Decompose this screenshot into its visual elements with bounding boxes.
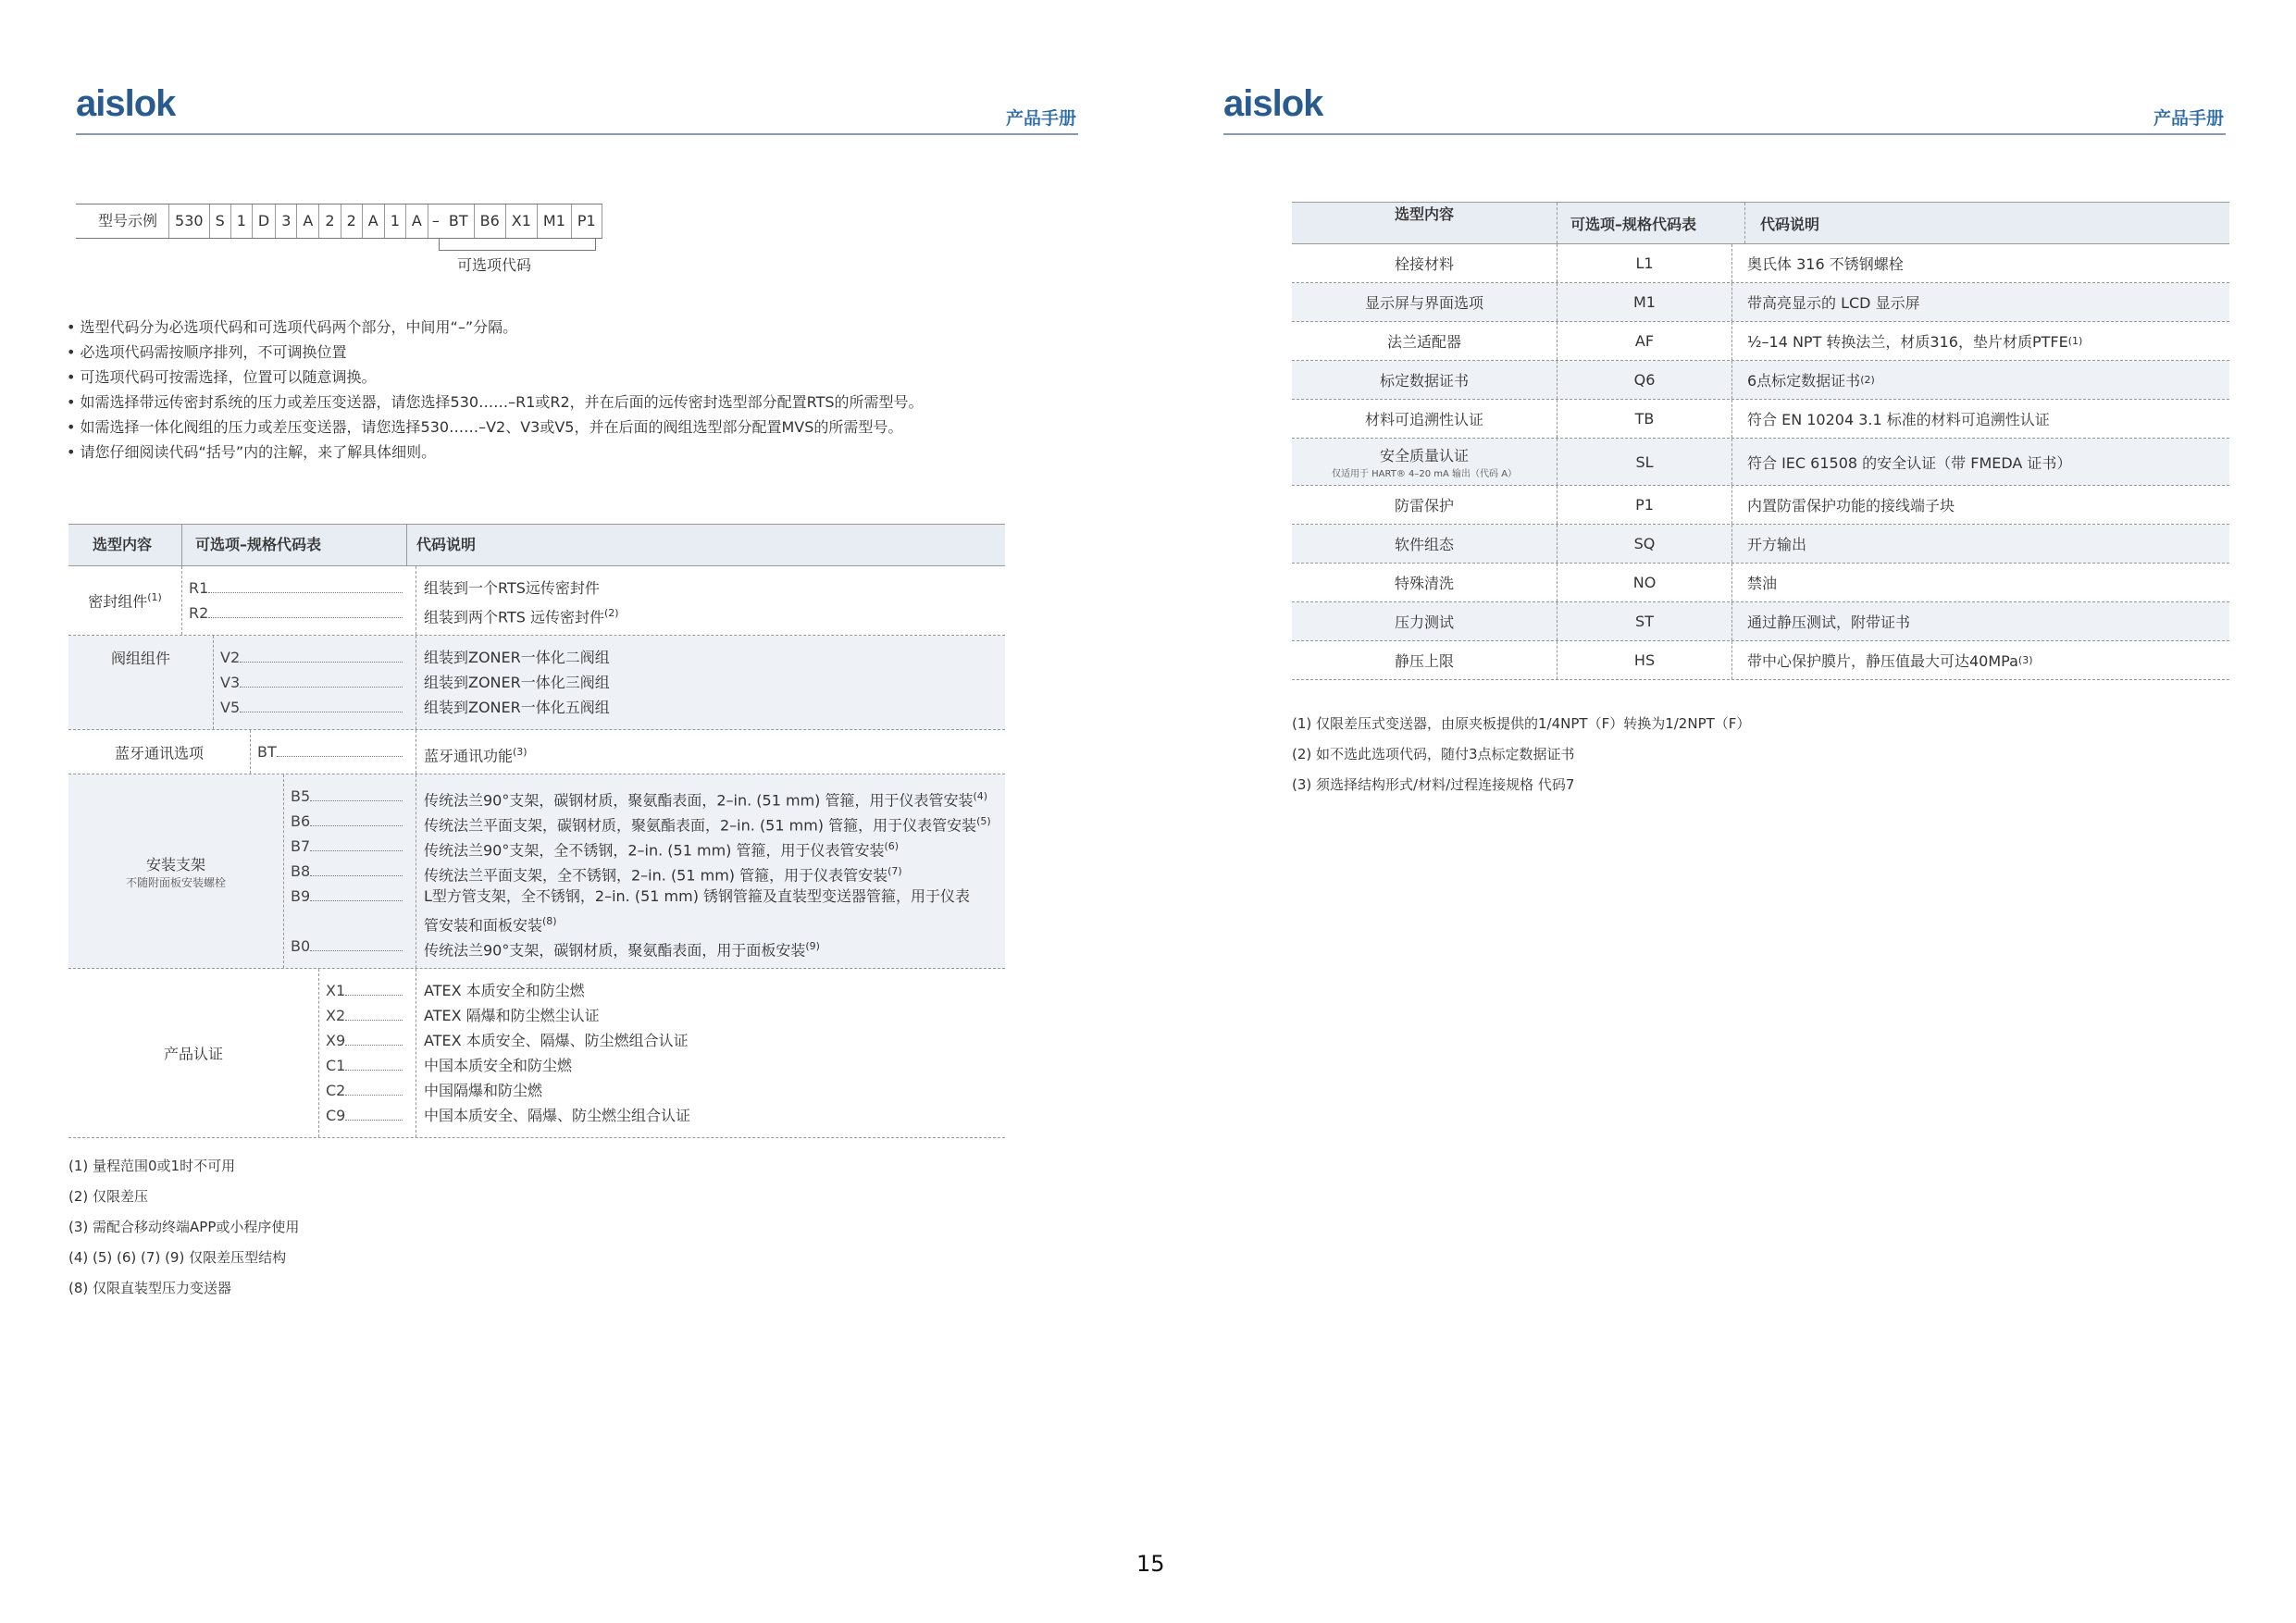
table-row [1292, 361, 2229, 400]
manual-label: 产品手册 [1005, 108, 1076, 129]
dot-leader [345, 987, 403, 996]
right-header [1223, 78, 2226, 135]
code-line [318, 1003, 416, 1028]
desc-cell [1732, 525, 2229, 563]
desc-line [416, 884, 1005, 909]
left-footnotes [68, 1151, 299, 1304]
table-row [1292, 322, 2229, 361]
dot-leader [345, 1087, 403, 1096]
desc-cell [1732, 641, 2229, 679]
option-desc: ATEX 本质安全、隔爆、防尘燃组合认证 [424, 1032, 689, 1049]
category-label: 产品认证 [163, 1045, 223, 1063]
header-item: 选型内容 [1292, 203, 1558, 243]
dot-leader [240, 654, 403, 663]
option-desc: 组装到ZONER一体化五阀组 [424, 699, 610, 716]
option-code: C2 [326, 1082, 346, 1099]
option-code: HS [1558, 641, 1732, 679]
option-desc: 中国本质安全、隔爆、防尘燃尘组合认证 [424, 1107, 691, 1124]
option-code: L1 [1558, 244, 1732, 282]
footnote: (1) 量程范围0或1时不可用 [68, 1158, 236, 1174]
code-cell [181, 566, 416, 635]
item-label: 软件组态 [1394, 536, 1454, 553]
dot-leader [240, 704, 403, 712]
option-code: P1 [1558, 486, 1732, 524]
header-desc: 代码说明 [416, 536, 477, 553]
model-code-required: A [406, 204, 428, 238]
code-line [283, 884, 416, 909]
option-code: C9 [326, 1107, 346, 1124]
option-desc: ATEX 本质安全和防尘燃 [424, 982, 585, 999]
option-desc: ½–14 NPT 转换法兰，材质316，垫片材质PTFE [1747, 333, 2068, 351]
desc-cell [416, 969, 1005, 1128]
category-cell [68, 774, 284, 968]
code-line [283, 859, 416, 884]
item-cell [1292, 244, 1558, 282]
dot-leader [345, 1112, 403, 1121]
option-desc: 符合 IEC 61508 的安全认证（带 FMEDA 证书） [1747, 453, 2072, 472]
item-cell [1292, 439, 1558, 485]
model-separator: – [431, 212, 440, 229]
option-note: (1) [2067, 335, 2083, 347]
desc-line [416, 645, 1005, 670]
option-desc-cont: 管安装和面板安装 [424, 916, 543, 935]
table-row [68, 730, 1005, 774]
category-cell [68, 636, 214, 729]
dot-leader [310, 868, 403, 876]
code-line [213, 695, 416, 720]
code-line [318, 978, 416, 1003]
model-code-required: A [363, 204, 385, 238]
option-note: (2) [1860, 374, 1875, 386]
right-footnotes [1292, 709, 1750, 800]
category-label: 蓝牙通讯选项 [114, 744, 204, 762]
model-code-optional: X1 [506, 204, 538, 238]
option-desc: 带高亮显示的 LCD 显示屏 [1747, 294, 1920, 312]
item-label: 压力测试 [1394, 613, 1454, 631]
option-code: Q6 [1558, 361, 1732, 399]
dot-leader [277, 749, 403, 757]
option-note: (3) [2017, 654, 2033, 666]
item-label: 特殊清洗 [1394, 575, 1454, 592]
desc-line [416, 1053, 1005, 1078]
desc-line [416, 934, 1005, 959]
note-item: • 如需选择一体化阀组的压力或差压变送器，请您选择530……–V2、V3或V5，并在后面的阀组选型部分配置MVS的所需型号。 [67, 415, 924, 440]
desc-line [416, 978, 1005, 1003]
code-cell [250, 730, 416, 774]
item-cell [1292, 486, 1558, 524]
option-code: B0 [291, 937, 311, 955]
item-sub: 仅适用于 HART® 4–20 mA 输出（代码 A） [1331, 469, 1518, 479]
option-code: AF [1558, 322, 1732, 360]
model-code-optional: BT [443, 204, 475, 238]
left-options-table [68, 524, 1005, 1138]
code-cell [283, 774, 416, 968]
option-code: ST [1558, 602, 1732, 640]
desc-cell [416, 774, 1005, 959]
model-code-required: S [210, 204, 231, 238]
item-label: 标定数据证书 [1379, 372, 1469, 390]
desc-line [416, 834, 1005, 859]
header-code: 可选项–规格代码表 [182, 525, 407, 565]
option-code: M1 [1558, 283, 1732, 321]
desc-line [416, 784, 1005, 809]
code-line [318, 1028, 416, 1053]
model-example [76, 204, 602, 239]
option-note: (8) [542, 915, 557, 927]
option-note: (6) [884, 840, 900, 852]
option-desc: 传统法兰90°支架，全不锈钢，2–in. (51 mm) 管箍，用于仪表管安装 [424, 841, 885, 860]
desc-cell [416, 636, 1005, 720]
dot-leader [310, 893, 403, 901]
option-desc: 奥氏体 316 不锈钢螺栓 [1747, 255, 1904, 273]
code-line [181, 576, 416, 601]
option-desc: 开方输出 [1747, 536, 1807, 553]
table-row [1292, 564, 2229, 602]
desc-cell [416, 566, 1005, 626]
model-code-optional: M1 [538, 204, 572, 238]
dot-leader [310, 943, 403, 951]
desc-cell [1732, 283, 2229, 321]
footnote: (1) 仅限差压式变送器，由原夹板提供的1/4NPT（F）转换为1/2NPT（F） [1292, 715, 1751, 732]
item-label: 栓接材料 [1394, 255, 1454, 273]
model-code-optional: B6 [475, 204, 506, 238]
footnote: (8) 仅限直装型压力变送器 [68, 1280, 232, 1296]
table-header [68, 524, 1005, 566]
option-desc: 传统法兰90°支架，碳钢材质，聚氨酯表面，用于面板安装 [424, 941, 806, 960]
desc-line [416, 695, 1005, 720]
option-note: (7) [887, 865, 902, 877]
code-line [318, 1078, 416, 1103]
code-line [250, 739, 416, 764]
table-row [1292, 283, 2229, 322]
option-code: V5 [220, 699, 241, 716]
code-cell [318, 969, 416, 1137]
right-page [1148, 0, 2296, 1623]
item-label: 静压上限 [1394, 652, 1454, 670]
option-note: (4) [973, 790, 988, 802]
item-label: 材料可追溯性认证 [1364, 411, 1483, 428]
option-code: BT [257, 743, 277, 761]
option-code: R1 [189, 579, 209, 597]
desc-line [416, 1103, 1005, 1128]
code-line-spacer [283, 909, 416, 934]
desc-cell [1732, 400, 2229, 438]
dot-leader [310, 843, 403, 851]
model-label: 型号示例 [76, 204, 169, 238]
option-code: X1 [326, 982, 346, 999]
manual-label: 产品手册 [2153, 108, 2224, 129]
model-code-required: 530 [169, 204, 210, 238]
option-desc: 6点标定数据证书 [1747, 372, 1861, 390]
option-code: B9 [291, 887, 311, 905]
option-desc: 中国隔爆和防尘燃 [424, 1082, 543, 1099]
option-note: (2) [603, 607, 619, 619]
option-code: SL [1558, 439, 1732, 485]
optional-code-label: 可选项代码 [457, 256, 532, 274]
code-line [283, 834, 416, 859]
dot-leader [345, 1062, 403, 1071]
code-line [213, 645, 416, 670]
dot-leader [240, 679, 403, 688]
category-cell [68, 730, 251, 774]
note-item: • 如需选择带远传密封系统的压力或差压变送器，请您选择530……–R1或R2，并在后面的远传密封选型部分配置RTS的所需型号。 [67, 390, 924, 415]
item-label: 法兰适配器 [1386, 333, 1461, 351]
code-line [213, 670, 416, 695]
desc-cell [1732, 361, 2229, 399]
dot-leader [310, 818, 403, 826]
desc-line [416, 670, 1005, 695]
note-item: • 请您仔细阅读代码“括号”内的注解，来了解具体细则。 [67, 440, 924, 465]
option-desc: 通过静压测试，附带证书 [1747, 613, 1911, 631]
desc-line [416, 1003, 1005, 1028]
option-code: B8 [291, 862, 311, 880]
header-item: 选型内容 [68, 525, 182, 565]
table-row [1292, 525, 2229, 564]
category-note: (1) [147, 591, 162, 604]
option-code: C1 [326, 1057, 346, 1074]
option-desc: 组装到一个RTS远传密封件 [424, 579, 600, 597]
dot-leader [345, 1037, 403, 1046]
item-cell [1292, 602, 1558, 640]
category-label: 阀组组件 [110, 650, 170, 667]
table-row [1292, 602, 2229, 641]
option-desc: 禁油 [1747, 575, 1778, 592]
code-line [318, 1053, 416, 1078]
option-code: V2 [220, 649, 241, 666]
option-code: TB [1558, 400, 1732, 438]
desc-cell [416, 730, 1005, 764]
item-cell [1292, 564, 1558, 601]
item-cell [1292, 361, 1558, 399]
option-desc: 带中心保护膜片，静压值最大可达40MPa [1747, 652, 2018, 670]
note-item: • 选型代码分为必选项代码和可选项代码两个部分，中间用“–”分隔。 [67, 315, 924, 340]
option-code: NO [1558, 564, 1732, 601]
option-desc: 传统法兰90°支架，碳钢材质，聚氨酯表面，2–in. (51 mm) 管箍，用于仪表管安装 [424, 791, 974, 810]
desc-line [416, 601, 1005, 626]
code-line [318, 1103, 416, 1128]
desc-line [416, 859, 1005, 884]
dot-leader [310, 793, 403, 801]
option-desc: 中国本质安全和防尘燃 [424, 1057, 573, 1074]
desc-line [416, 909, 1005, 934]
desc-cell [1732, 564, 2229, 601]
model-code-required: 3 [276, 204, 297, 238]
option-code: B6 [291, 812, 311, 830]
option-code: X2 [326, 1007, 346, 1024]
desc-line [416, 809, 1005, 834]
left-header [76, 78, 1078, 135]
model-code-required: 1 [385, 204, 406, 238]
code-line [283, 809, 416, 834]
option-desc: ATEX 隔爆和防尘燃尘认证 [424, 1007, 600, 1024]
option-code: B5 [291, 787, 311, 805]
footnote: (3) 须选择结构形式/材料/过程连接规格 代码7 [1292, 776, 1575, 793]
model-code-required: D [253, 204, 276, 238]
table-row [1292, 486, 2229, 525]
desc-cell [1732, 244, 2229, 282]
desc-cell [1732, 322, 2229, 360]
model-code-optional: P1 [572, 204, 602, 238]
option-code: B7 [291, 837, 311, 855]
code-line [283, 934, 416, 959]
item-label: 防雷保护 [1394, 497, 1454, 514]
dot-leader [345, 1012, 403, 1021]
option-desc: L型方管支架，全不锈钢，2–in. (51 mm) 锈钢管箍及直装型变送器管箍，用于仪表 [424, 887, 971, 905]
table-row [1292, 400, 2229, 439]
page-number: 15 [1136, 1551, 1165, 1577]
desc-line [416, 1028, 1005, 1053]
category-sub: 不随附面板安装螺栓 [125, 875, 226, 889]
option-desc: 组装到两个RTS 远传密封件 [424, 608, 604, 626]
dot-leader [208, 610, 403, 618]
selection-notes [67, 315, 924, 465]
option-code: X9 [326, 1032, 346, 1049]
option-desc: 组装到ZONER一体化二阀组 [424, 649, 610, 666]
option-desc: 内置防雷保护功能的接线端子块 [1747, 497, 1955, 514]
item-cell [1292, 400, 1558, 438]
table-row [1292, 244, 2229, 283]
code-cell [213, 636, 416, 729]
right-options-table [1292, 202, 2229, 680]
table-row [68, 774, 1005, 969]
desc-cell [1732, 486, 2229, 524]
desc-line [416, 1078, 1005, 1103]
desc-cell [1732, 439, 2229, 485]
model-code-required: A [297, 204, 319, 238]
model-code-required: 1 [231, 204, 253, 238]
category-label: 安装支架 [145, 855, 205, 873]
header-desc: 代码说明 [1760, 215, 1820, 233]
header-code: 可选项–规格代码表 [1558, 203, 1745, 243]
dot-leader [208, 585, 403, 593]
model-code-required: 2 [319, 204, 341, 238]
table-row [1292, 439, 2229, 486]
table-row [68, 636, 1005, 730]
code-line [181, 601, 416, 626]
footnote: (3) 需配合移动终端APP或小程序使用 [68, 1219, 300, 1235]
brand-logo: aislok [1223, 83, 1323, 124]
table-header [1292, 203, 2229, 244]
brand-logo: aislok [76, 83, 176, 124]
item-cell [1292, 322, 1558, 360]
item-label: 显示屏与界面选项 [1364, 294, 1483, 312]
option-note: (9) [805, 940, 820, 952]
option-desc: 符合 EN 10204 3.1 标准的材料可追溯性认证 [1747, 411, 2050, 428]
item-cell [1292, 525, 1558, 563]
desc-line [416, 739, 1005, 764]
code-line [283, 784, 416, 809]
item-cell [1292, 641, 1558, 679]
footnote: (2) 如不选此选项代码，随付3点标定数据证书 [1292, 746, 1575, 762]
footnote: (2) 仅限差压 [68, 1188, 149, 1205]
category-label: 密封组件 [88, 592, 148, 611]
desc-cell [1732, 602, 2229, 640]
option-note: (5) [976, 815, 991, 827]
table-row [68, 566, 1005, 636]
option-desc: 组装到ZONER一体化三阀组 [424, 674, 610, 691]
option-desc: 传统法兰平面支架，全不锈钢，2–in. (51 mm) 管箍，用于仪表管安装 [424, 866, 888, 885]
option-code: SQ [1558, 525, 1732, 563]
note-item: • 可选项代码可按需选择，位置可以随意调换。 [67, 365, 924, 390]
option-desc: 蓝牙通讯功能 [424, 747, 514, 765]
item-cell [1292, 283, 1558, 321]
category-cell [68, 566, 182, 635]
optional-code-bracket [439, 239, 596, 251]
desc-line [416, 576, 1005, 601]
option-desc: 传统法兰平面支架，碳钢材质，聚氨酯表面，2–in. (51 mm) 管箍，用于仪表管安装 [424, 816, 977, 835]
option-code: V3 [220, 674, 241, 691]
item-label: 安全质量认证 [1379, 447, 1469, 465]
table-row [1292, 641, 2229, 680]
option-code: R2 [189, 604, 209, 622]
table-row [68, 969, 1005, 1138]
category-cell [68, 969, 319, 1137]
model-code-required: 2 [341, 204, 363, 238]
note-item: • 必选项代码需按顺序排列，不可调换位置 [67, 340, 924, 365]
option-note: (3) [513, 746, 527, 758]
footnote: (4) (5) (6) (7) (9) 仅限差压型结构 [68, 1249, 287, 1266]
